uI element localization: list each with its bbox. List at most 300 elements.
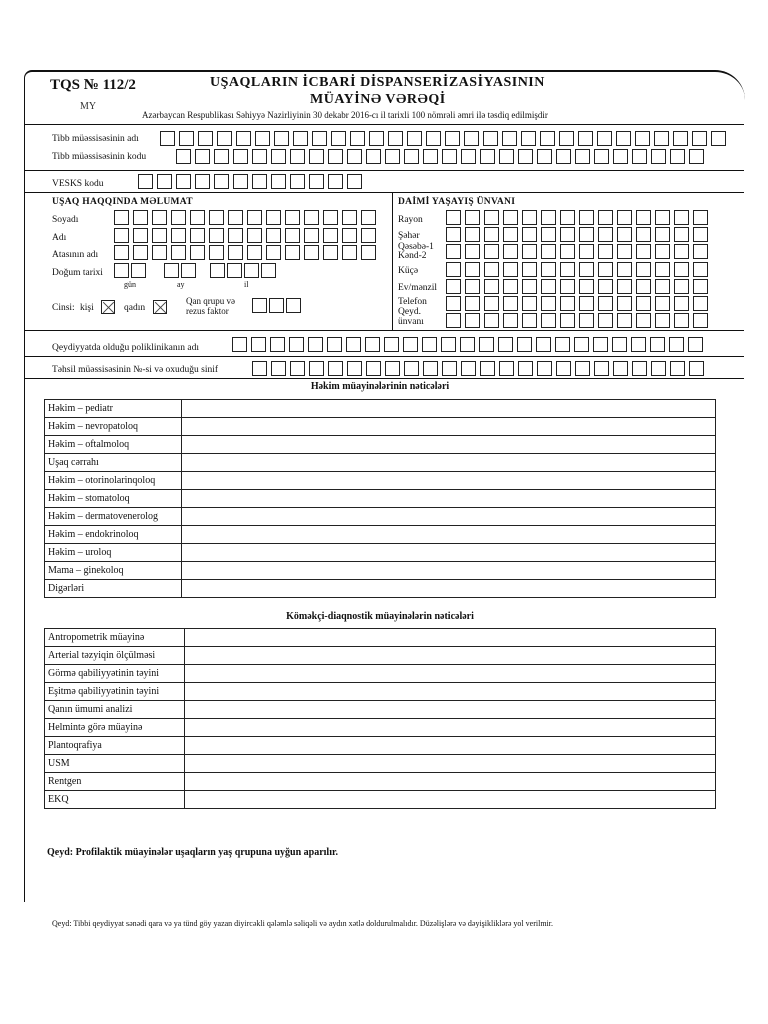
input-cell[interactable]	[426, 131, 441, 146]
input-cell[interactable]	[195, 149, 210, 164]
input-cell[interactable]	[541, 296, 556, 311]
input-cell[interactable]	[179, 131, 194, 146]
input-cell[interactable]	[404, 149, 419, 164]
input-cell[interactable]	[579, 227, 594, 242]
input-cell[interactable]	[579, 313, 594, 328]
input-cell[interactable]	[270, 337, 285, 352]
input-cell[interactable]	[654, 131, 669, 146]
input-cell[interactable]	[308, 337, 323, 352]
input-cell[interactable]	[385, 149, 400, 164]
input-cell[interactable]	[327, 337, 342, 352]
input-cell[interactable]	[271, 174, 286, 189]
input-cell[interactable]	[236, 131, 251, 146]
father-name-field[interactable]	[114, 245, 380, 260]
input-cell[interactable]	[503, 244, 518, 259]
input-cell[interactable]	[674, 262, 689, 277]
input-cell[interactable]	[540, 131, 555, 146]
input-cell[interactable]	[579, 210, 594, 225]
input-cell[interactable]	[651, 361, 666, 376]
input-cell[interactable]	[559, 131, 574, 146]
input-cell[interactable]	[636, 313, 651, 328]
input-cell[interactable]	[465, 313, 480, 328]
input-cell[interactable]	[304, 228, 319, 243]
input-cell[interactable]	[670, 361, 685, 376]
input-cell[interactable]	[598, 210, 613, 225]
input-cell[interactable]	[503, 262, 518, 277]
input-cell[interactable]	[560, 210, 575, 225]
input-cell[interactable]	[693, 262, 708, 277]
result-field[interactable]	[185, 791, 716, 809]
result-field[interactable]	[185, 701, 716, 719]
input-cell[interactable]	[502, 131, 517, 146]
input-cell[interactable]	[674, 296, 689, 311]
input-cell[interactable]	[636, 210, 651, 225]
input-cell[interactable]	[190, 228, 205, 243]
input-cell[interactable]	[442, 149, 457, 164]
input-cell[interactable]	[350, 131, 365, 146]
input-cell[interactable]	[480, 149, 495, 164]
input-cell[interactable]	[692, 131, 707, 146]
input-cell[interactable]	[252, 298, 267, 313]
input-cell[interactable]	[499, 361, 514, 376]
input-cell[interactable]	[579, 244, 594, 259]
input-cell[interactable]	[304, 245, 319, 260]
result-field[interactable]	[185, 647, 716, 665]
input-cell[interactable]	[594, 149, 609, 164]
input-cell[interactable]	[228, 245, 243, 260]
input-cell[interactable]	[403, 337, 418, 352]
input-cell[interactable]	[655, 210, 670, 225]
result-field[interactable]	[185, 719, 716, 737]
input-cell[interactable]	[503, 227, 518, 242]
input-cell[interactable]	[285, 228, 300, 243]
input-cell[interactable]	[266, 245, 281, 260]
input-cell[interactable]	[446, 227, 461, 242]
input-cell[interactable]	[522, 244, 537, 259]
input-cell[interactable]	[518, 149, 533, 164]
input-cell[interactable]	[365, 337, 380, 352]
input-cell[interactable]	[655, 279, 670, 294]
input-cell[interactable]	[309, 149, 324, 164]
input-cell[interactable]	[266, 210, 281, 225]
input-cell[interactable]	[484, 279, 499, 294]
input-cell[interactable]	[407, 131, 422, 146]
input-cell[interactable]	[579, 279, 594, 294]
input-cell[interactable]	[347, 361, 362, 376]
input-cell[interactable]	[674, 210, 689, 225]
input-cell[interactable]	[190, 210, 205, 225]
input-cell[interactable]	[541, 227, 556, 242]
input-cell[interactable]	[228, 210, 243, 225]
input-cell[interactable]	[560, 296, 575, 311]
input-cell[interactable]	[361, 245, 376, 260]
input-cell[interactable]	[422, 337, 437, 352]
input-cell[interactable]	[465, 210, 480, 225]
result-field[interactable]	[182, 454, 716, 472]
input-cell[interactable]	[598, 296, 613, 311]
input-cell[interactable]	[261, 263, 276, 278]
input-cell[interactable]	[674, 244, 689, 259]
input-cell[interactable]	[152, 228, 167, 243]
input-cell[interactable]	[152, 210, 167, 225]
input-cell[interactable]	[269, 298, 284, 313]
input-cell[interactable]	[632, 149, 647, 164]
input-cell[interactable]	[244, 263, 259, 278]
input-cell[interactable]	[693, 279, 708, 294]
input-cell[interactable]	[286, 298, 301, 313]
result-field[interactable]	[182, 580, 716, 598]
input-cell[interactable]	[613, 361, 628, 376]
input-cell[interactable]	[617, 210, 632, 225]
birth-day-field[interactable]	[114, 263, 148, 278]
input-cell[interactable]	[522, 227, 537, 242]
input-cell[interactable]	[227, 263, 242, 278]
input-cell[interactable]	[304, 210, 319, 225]
input-cell[interactable]	[479, 337, 494, 352]
input-cell[interactable]	[636, 244, 651, 259]
name-field[interactable]	[114, 228, 380, 243]
input-cell[interactable]	[266, 228, 281, 243]
institution-code-field[interactable]	[176, 149, 708, 164]
input-cell[interactable]	[594, 361, 609, 376]
input-cell[interactable]	[446, 262, 461, 277]
surname-field[interactable]	[114, 210, 380, 225]
input-cell[interactable]	[442, 361, 457, 376]
input-cell[interactable]	[597, 131, 612, 146]
input-cell[interactable]	[636, 227, 651, 242]
input-cell[interactable]	[655, 244, 670, 259]
input-cell[interactable]	[446, 279, 461, 294]
input-cell[interactable]	[252, 174, 267, 189]
input-cell[interactable]	[465, 296, 480, 311]
polyclinic-field[interactable]	[232, 337, 707, 352]
male-checkbox[interactable]	[101, 300, 115, 314]
input-cell[interactable]	[522, 313, 537, 328]
school-field[interactable]	[252, 361, 708, 376]
input-cell[interactable]	[114, 210, 129, 225]
input-cell[interactable]	[133, 228, 148, 243]
input-cell[interactable]	[617, 313, 632, 328]
input-cell[interactable]	[537, 361, 552, 376]
input-cell[interactable]	[290, 149, 305, 164]
district-field[interactable]	[446, 210, 712, 225]
input-cell[interactable]	[689, 149, 704, 164]
input-cell[interactable]	[361, 228, 376, 243]
input-cell[interactable]	[176, 174, 191, 189]
input-cell[interactable]	[483, 131, 498, 146]
input-cell[interactable]	[503, 279, 518, 294]
input-cell[interactable]	[536, 337, 551, 352]
input-cell[interactable]	[233, 174, 248, 189]
input-cell[interactable]	[655, 227, 670, 242]
input-cell[interactable]	[309, 174, 324, 189]
input-cell[interactable]	[693, 210, 708, 225]
input-cell[interactable]	[503, 210, 518, 225]
input-cell[interactable]	[688, 337, 703, 352]
input-cell[interactable]	[617, 279, 632, 294]
input-cell[interactable]	[176, 149, 191, 164]
result-field[interactable]	[182, 544, 716, 562]
input-cell[interactable]	[632, 361, 647, 376]
input-cell[interactable]	[366, 149, 381, 164]
input-cell[interactable]	[484, 227, 499, 242]
input-cell[interactable]	[232, 337, 247, 352]
input-cell[interactable]	[289, 337, 304, 352]
input-cell[interactable]	[171, 228, 186, 243]
input-cell[interactable]	[255, 131, 270, 146]
input-cell[interactable]	[446, 296, 461, 311]
input-cell[interactable]	[484, 313, 499, 328]
result-field[interactable]	[185, 629, 716, 647]
input-cell[interactable]	[498, 337, 513, 352]
result-field[interactable]	[185, 755, 716, 773]
input-cell[interactable]	[560, 313, 575, 328]
input-cell[interactable]	[465, 244, 480, 259]
settlement-field[interactable]	[446, 244, 712, 259]
input-cell[interactable]	[293, 131, 308, 146]
input-cell[interactable]	[388, 131, 403, 146]
input-cell[interactable]	[210, 263, 225, 278]
vesks-field[interactable]	[138, 174, 366, 189]
input-cell[interactable]	[285, 245, 300, 260]
input-cell[interactable]	[612, 337, 627, 352]
input-cell[interactable]	[195, 174, 210, 189]
result-field[interactable]	[182, 418, 716, 436]
input-cell[interactable]	[228, 228, 243, 243]
house-field[interactable]	[446, 279, 712, 294]
input-cell[interactable]	[366, 361, 381, 376]
input-cell[interactable]	[541, 279, 556, 294]
blood-group-field[interactable]	[252, 298, 303, 313]
input-cell[interactable]	[114, 245, 129, 260]
input-cell[interactable]	[252, 361, 267, 376]
input-cell[interactable]	[209, 228, 224, 243]
input-cell[interactable]	[214, 149, 229, 164]
input-cell[interactable]	[670, 149, 685, 164]
input-cell[interactable]	[445, 131, 460, 146]
input-cell[interactable]	[636, 279, 651, 294]
birth-year-field[interactable]	[210, 263, 278, 278]
input-cell[interactable]	[693, 296, 708, 311]
input-cell[interactable]	[631, 337, 646, 352]
input-cell[interactable]	[252, 149, 267, 164]
result-field[interactable]	[185, 683, 716, 701]
input-cell[interactable]	[598, 262, 613, 277]
input-cell[interactable]	[484, 244, 499, 259]
input-cell[interactable]	[138, 174, 153, 189]
input-cell[interactable]	[271, 149, 286, 164]
input-cell[interactable]	[209, 245, 224, 260]
input-cell[interactable]	[655, 262, 670, 277]
input-cell[interactable]	[323, 210, 338, 225]
input-cell[interactable]	[689, 361, 704, 376]
input-cell[interactable]	[190, 245, 205, 260]
input-cell[interactable]	[484, 296, 499, 311]
input-cell[interactable]	[499, 149, 514, 164]
input-cell[interactable]	[342, 228, 357, 243]
input-cell[interactable]	[331, 131, 346, 146]
input-cell[interactable]	[693, 244, 708, 259]
input-cell[interactable]	[555, 337, 570, 352]
input-cell[interactable]	[635, 131, 650, 146]
input-cell[interactable]	[465, 262, 480, 277]
input-cell[interactable]	[669, 337, 684, 352]
input-cell[interactable]	[323, 228, 338, 243]
street-field[interactable]	[446, 262, 712, 277]
input-cell[interactable]	[636, 296, 651, 311]
input-cell[interactable]	[460, 337, 475, 352]
input-cell[interactable]	[522, 296, 537, 311]
input-cell[interactable]	[556, 149, 571, 164]
input-cell[interactable]	[361, 210, 376, 225]
result-field[interactable]	[182, 526, 716, 544]
input-cell[interactable]	[693, 313, 708, 328]
input-cell[interactable]	[214, 174, 229, 189]
input-cell[interactable]	[461, 149, 476, 164]
input-cell[interactable]	[312, 131, 327, 146]
reg-address-field[interactable]	[446, 313, 712, 328]
input-cell[interactable]	[290, 174, 305, 189]
input-cell[interactable]	[131, 263, 146, 278]
input-cell[interactable]	[560, 227, 575, 242]
input-cell[interactable]	[347, 174, 362, 189]
phone-field[interactable]	[446, 296, 712, 311]
result-field[interactable]	[185, 773, 716, 791]
result-field[interactable]	[182, 490, 716, 508]
birth-month-field[interactable]	[164, 263, 198, 278]
female-checkbox[interactable]	[153, 300, 167, 314]
input-cell[interactable]	[521, 131, 536, 146]
input-cell[interactable]	[674, 279, 689, 294]
input-cell[interactable]	[247, 210, 262, 225]
input-cell[interactable]	[693, 227, 708, 242]
result-field[interactable]	[182, 436, 716, 454]
input-cell[interactable]	[503, 296, 518, 311]
input-cell[interactable]	[198, 131, 213, 146]
input-cell[interactable]	[290, 361, 305, 376]
input-cell[interactable]	[446, 210, 461, 225]
input-cell[interactable]	[446, 313, 461, 328]
input-cell[interactable]	[181, 263, 196, 278]
input-cell[interactable]	[217, 131, 232, 146]
input-cell[interactable]	[342, 210, 357, 225]
input-cell[interactable]	[541, 262, 556, 277]
input-cell[interactable]	[484, 262, 499, 277]
input-cell[interactable]	[541, 244, 556, 259]
input-cell[interactable]	[423, 149, 438, 164]
input-cell[interactable]	[484, 210, 499, 225]
input-cell[interactable]	[465, 279, 480, 294]
input-cell[interactable]	[598, 313, 613, 328]
input-cell[interactable]	[171, 210, 186, 225]
input-cell[interactable]	[617, 262, 632, 277]
input-cell[interactable]	[480, 361, 495, 376]
input-cell[interactable]	[247, 228, 262, 243]
input-cell[interactable]	[441, 337, 456, 352]
input-cell[interactable]	[157, 174, 172, 189]
input-cell[interactable]	[556, 361, 571, 376]
input-cell[interactable]	[309, 361, 324, 376]
input-cell[interactable]	[541, 313, 556, 328]
input-cell[interactable]	[537, 149, 552, 164]
input-cell[interactable]	[655, 296, 670, 311]
input-cell[interactable]	[598, 227, 613, 242]
input-cell[interactable]	[152, 245, 167, 260]
input-cell[interactable]	[323, 245, 338, 260]
input-cell[interactable]	[560, 262, 575, 277]
input-cell[interactable]	[271, 361, 286, 376]
input-cell[interactable]	[285, 210, 300, 225]
input-cell[interactable]	[617, 244, 632, 259]
input-cell[interactable]	[347, 149, 362, 164]
input-cell[interactable]	[560, 279, 575, 294]
input-cell[interactable]	[522, 279, 537, 294]
input-cell[interactable]	[423, 361, 438, 376]
input-cell[interactable]	[574, 337, 589, 352]
result-field[interactable]	[182, 562, 716, 580]
input-cell[interactable]	[461, 361, 476, 376]
input-cell[interactable]	[164, 263, 179, 278]
input-cell[interactable]	[328, 149, 343, 164]
input-cell[interactable]	[114, 263, 129, 278]
input-cell[interactable]	[328, 361, 343, 376]
input-cell[interactable]	[593, 337, 608, 352]
input-cell[interactable]	[503, 313, 518, 328]
input-cell[interactable]	[171, 245, 186, 260]
input-cell[interactable]	[517, 337, 532, 352]
input-cell[interactable]	[133, 210, 148, 225]
institution-name-field[interactable]	[160, 131, 730, 146]
input-cell[interactable]	[613, 149, 628, 164]
input-cell[interactable]	[385, 361, 400, 376]
input-cell[interactable]	[575, 361, 590, 376]
input-cell[interactable]	[522, 210, 537, 225]
result-field[interactable]	[185, 665, 716, 683]
input-cell[interactable]	[518, 361, 533, 376]
input-cell[interactable]	[160, 131, 175, 146]
input-cell[interactable]	[673, 131, 688, 146]
input-cell[interactable]	[464, 131, 479, 146]
input-cell[interactable]	[446, 244, 461, 259]
input-cell[interactable]	[617, 296, 632, 311]
result-field[interactable]	[182, 400, 716, 418]
city-field[interactable]	[446, 227, 712, 242]
input-cell[interactable]	[522, 262, 537, 277]
input-cell[interactable]	[209, 210, 224, 225]
input-cell[interactable]	[579, 296, 594, 311]
input-cell[interactable]	[674, 313, 689, 328]
input-cell[interactable]	[346, 337, 361, 352]
input-cell[interactable]	[655, 313, 670, 328]
input-cell[interactable]	[560, 244, 575, 259]
input-cell[interactable]	[650, 337, 665, 352]
input-cell[interactable]	[598, 244, 613, 259]
input-cell[interactable]	[711, 131, 726, 146]
result-field[interactable]	[185, 737, 716, 755]
input-cell[interactable]	[233, 149, 248, 164]
input-cell[interactable]	[384, 337, 399, 352]
result-field[interactable]	[182, 472, 716, 490]
input-cell[interactable]	[651, 149, 666, 164]
input-cell[interactable]	[342, 245, 357, 260]
input-cell[interactable]	[636, 262, 651, 277]
input-cell[interactable]	[617, 227, 632, 242]
input-cell[interactable]	[598, 279, 613, 294]
input-cell[interactable]	[674, 227, 689, 242]
input-cell[interactable]	[541, 210, 556, 225]
input-cell[interactable]	[251, 337, 266, 352]
input-cell[interactable]	[247, 245, 262, 260]
